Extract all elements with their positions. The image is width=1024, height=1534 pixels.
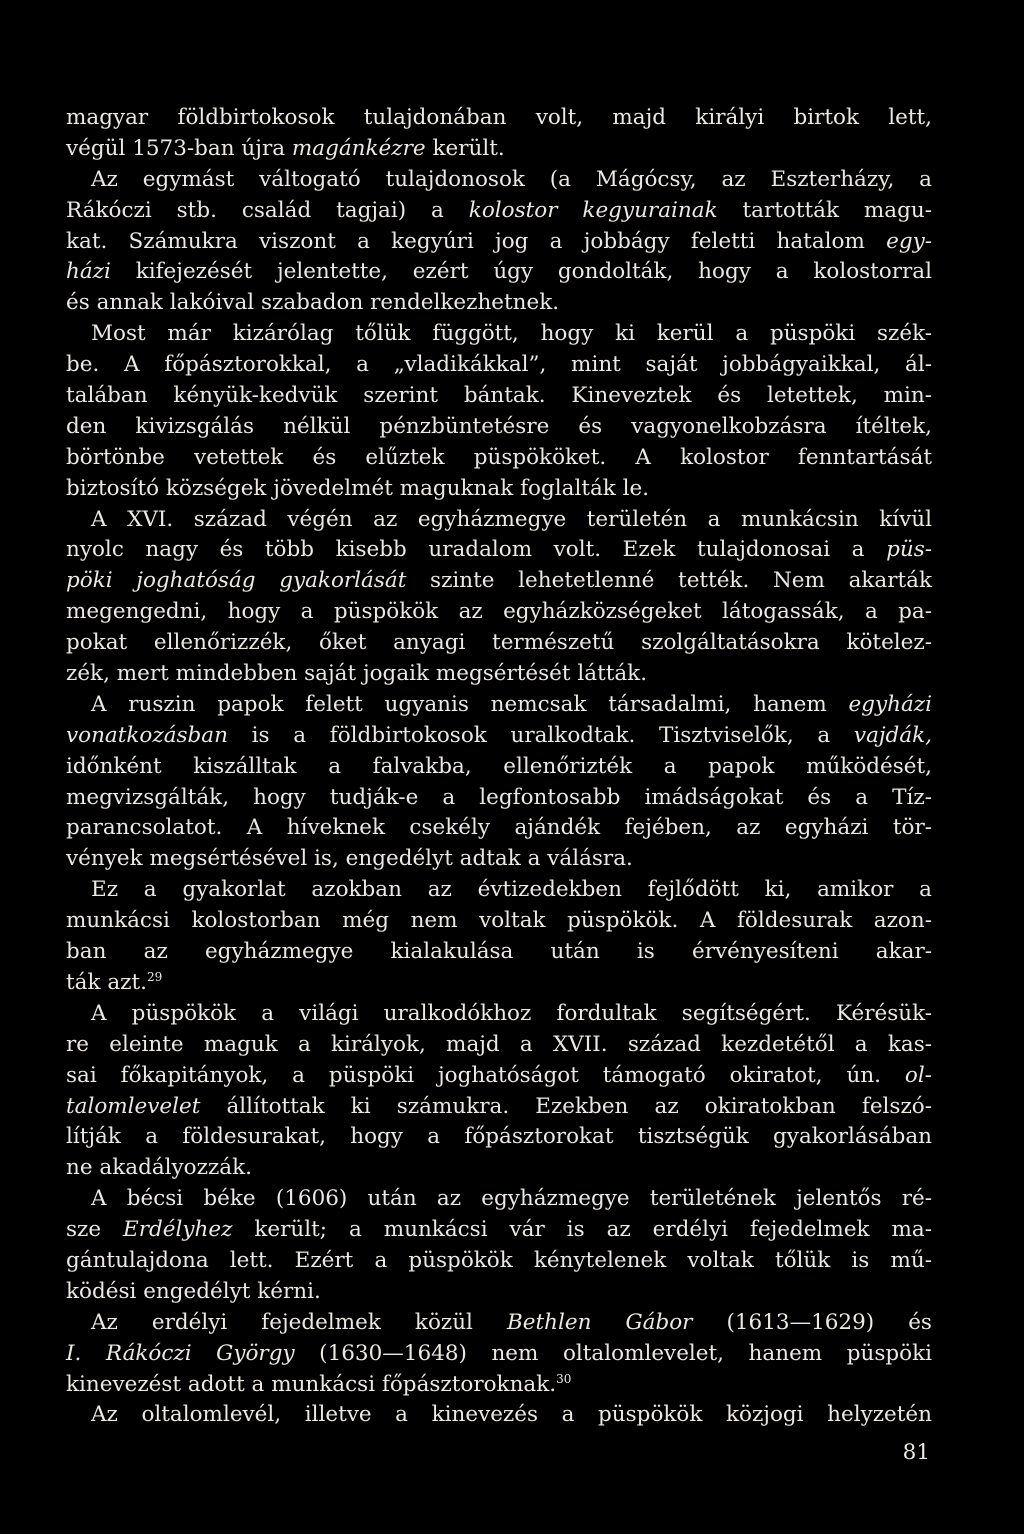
text-line xyxy=(66,103,932,134)
text-segment: került; a munkácsi vár is az erdélyi fejedelmek ma- xyxy=(232,1217,932,1243)
text-segment: biztosító községek jövedelmét maguknak foglalták le. xyxy=(66,475,650,501)
text-segment: A ruszin papok felett ugyanis nemcsak társadalmi, hanem xyxy=(91,691,849,717)
italic-text: Bethlen Gábor xyxy=(506,1309,693,1335)
text-line xyxy=(66,1153,932,1184)
text-segment: A XVI. század végén az egyházmegye területén a munkácsin kívül xyxy=(91,506,932,532)
text-segment: Most már kizárólag tőlük függött, hogy ki kerül a püspöki szék- xyxy=(91,321,932,347)
italic-text: talomlevelet xyxy=(66,1093,201,1119)
text-line xyxy=(66,288,932,319)
text-line xyxy=(66,1030,932,1061)
text-segment: időnként kiszálltak a falvakba, ellenőrizték a papok működését, xyxy=(66,753,932,779)
text-line xyxy=(66,968,932,999)
text-segment: szinte lehetetlenné tették. Nem akarták xyxy=(406,568,932,594)
text-segment: Ez a gyakorlat azokban az évtizedekben fejlődött ki, amikor a xyxy=(91,877,932,903)
text-line xyxy=(66,165,932,196)
text-line xyxy=(66,1184,932,1215)
footnote-ref: 30 xyxy=(556,1371,572,1386)
text-segment: lítják a földesurakat, hogy a főpásztorokat tisztségük gyakorlásában xyxy=(66,1124,932,1150)
text-segment: Az oltalomlevél, illetve a kinevezés a püspökök közjogi helyzetén xyxy=(91,1402,932,1428)
text-segment: zék, mert mindebben saját jogaik megsértését látták. xyxy=(66,661,648,687)
italic-text: egy- xyxy=(886,228,932,254)
text-segment: is a földbirtokosok uralkodtak. Tisztviselők, a xyxy=(227,722,854,748)
text-segment: nyolc nagy és több kisebb uradalom volt. Ezek tulajdonosai a xyxy=(66,537,887,563)
text-segment: parancsolatot. A híveknek csekély ajándék fejében, az egyházi tör- xyxy=(66,815,932,841)
text-segment: gántulajdona lett. Ezért a püspökök kénytelenek voltak tőlük is mű- xyxy=(66,1247,932,1273)
text-segment: kat. Számukra viszont a kegyúri jog a jobbágy feletti hatalom xyxy=(66,228,887,254)
text-line xyxy=(66,721,932,752)
text-segment: (1630—1648) nem oltalomlevelet, hanem püspöki xyxy=(294,1340,932,1366)
text-segment: (1613—1629) és xyxy=(692,1309,932,1335)
text-line xyxy=(66,1400,932,1431)
text-line xyxy=(66,597,932,628)
text-segment: munkácsi kolostorban még nem voltak püspökök. A földesurak azon- xyxy=(66,908,932,934)
text-segment: den kivizsgálás nélkül pénzbüntetésre és vagyonelkobzásra ítéltek, xyxy=(66,413,932,439)
italic-text: egyházi xyxy=(848,691,932,717)
text-line xyxy=(66,783,932,814)
text-segment: pokat ellenőrizzék, őket anyagi természetű szolgáltatásokra kötelez- xyxy=(66,630,932,656)
italic-text: püs- xyxy=(886,537,932,563)
text-segment: Rákóczi stb. család tagjai) a xyxy=(66,197,469,223)
text-segment: Az egymást váltogató tulajdonosok (a Mágócsy, az Eszterházy, a xyxy=(91,166,932,192)
text-segment: ködési engedélyt kérni. xyxy=(66,1278,321,1304)
text-segment: megengedni, hogy a püspökök az egyházközségeket látogassák, a pa- xyxy=(66,599,932,625)
text-line xyxy=(66,875,932,906)
text-line xyxy=(66,505,932,536)
text-segment: re eleinte maguk a királyok, majd a XVII. század kezdetétől a kas- xyxy=(66,1031,932,1057)
text-segment: A bécsi béke (1606) után az egyházmegye területének jelentős ré- xyxy=(91,1186,932,1212)
text-line xyxy=(66,381,932,412)
text-line xyxy=(66,1370,932,1401)
text-line xyxy=(66,196,932,227)
text-line xyxy=(66,1122,932,1153)
italic-text: vonatkozásban xyxy=(66,722,228,748)
text-segment: kinevezést adott a munkácsi főpásztoroknak. xyxy=(66,1371,557,1397)
text-line xyxy=(66,690,932,721)
text-line xyxy=(66,474,932,505)
italic-text: Erdélyhez xyxy=(123,1217,233,1243)
text-segment: talában kényük-kedvük szerint bántak. Kineveztek és letettek, min- xyxy=(66,383,932,409)
text-line xyxy=(66,566,932,597)
text-segment: börtönbe vetettek és elűztek püspököket. A kolostor fenntartását xyxy=(66,444,932,470)
text-line xyxy=(66,1246,932,1277)
italic-text: pöki joghatóság gyakorlását xyxy=(66,568,407,594)
text-line xyxy=(66,1215,932,1246)
text-line xyxy=(66,134,932,165)
text-line xyxy=(66,628,932,659)
text-line xyxy=(66,1339,932,1370)
italic-text: ol- xyxy=(904,1062,932,1088)
text-segment: ták azt. xyxy=(66,969,147,995)
text-segment: végül 1573-ban újra xyxy=(66,135,292,161)
page-number: 81 xyxy=(902,1440,930,1465)
text-line xyxy=(66,752,932,783)
text-line xyxy=(66,319,932,350)
text-line xyxy=(66,412,932,443)
text-segment: állítottak ki számukra. Ezekben az okiratokban felszó- xyxy=(200,1093,932,1119)
text-segment: megvizsgálták, hogy tudják-e a legfontosabb imádságokat és a Tíz- xyxy=(66,784,932,810)
text-line xyxy=(66,906,932,937)
text-line xyxy=(66,227,932,258)
text-segment: sze xyxy=(66,1217,124,1243)
text-segment: A püspökök a világi uralkodókhoz fordultak segítségért. Kérésük- xyxy=(91,1000,932,1026)
italic-text: kolostor kegyurainak xyxy=(468,197,718,223)
text-line xyxy=(66,659,932,690)
text-line xyxy=(66,1061,932,1092)
text-line xyxy=(66,1308,932,1339)
italic-text: házi xyxy=(66,259,111,285)
text-line xyxy=(66,257,932,288)
text-segment: vények megsértésével is, engedélyt adtak a válásra. xyxy=(66,846,633,872)
text-segment: és annak lakóival szabadon rendelkezhetnek. xyxy=(66,290,560,316)
italic-text: magánkézre xyxy=(291,135,426,161)
text-line xyxy=(66,1277,932,1308)
text-segment: sai főkapitányok, a püspöki joghatóságot támogató okiratot, ún. xyxy=(66,1062,905,1088)
text-line xyxy=(66,535,932,566)
text-segment: ne akadályozzák. xyxy=(66,1155,252,1181)
text-segment: Az erdélyi fejedelmek közül xyxy=(91,1309,507,1335)
footnote-ref: 29 xyxy=(146,969,163,984)
text-line xyxy=(66,844,932,875)
text-line xyxy=(66,443,932,474)
body-text xyxy=(66,103,932,1431)
text-segment: tartották magu- xyxy=(717,197,932,223)
text-line xyxy=(66,350,932,381)
text-segment: ban az egyházmegye kialakulása után is érvényesíteni akar- xyxy=(66,939,932,965)
text-segment: be. A főpásztorokkal, a „vladikákkal”, mint saját jobbágyaikkal, ál- xyxy=(66,352,932,378)
text-line xyxy=(66,999,932,1030)
text-segment: magyar földbirtokosok tulajdonában volt, majd királyi birtok lett, xyxy=(66,105,932,130)
italic-text: vajdák, xyxy=(853,722,932,748)
text-line xyxy=(66,813,932,844)
italic-text: I. Rákóczi György xyxy=(66,1340,295,1366)
text-line xyxy=(66,1092,932,1123)
text-segment: kifejezését jelentette, ezért úgy gondolták, hogy a kolostorral xyxy=(110,259,932,285)
text-segment: került. xyxy=(425,135,505,161)
text-line xyxy=(66,937,932,968)
